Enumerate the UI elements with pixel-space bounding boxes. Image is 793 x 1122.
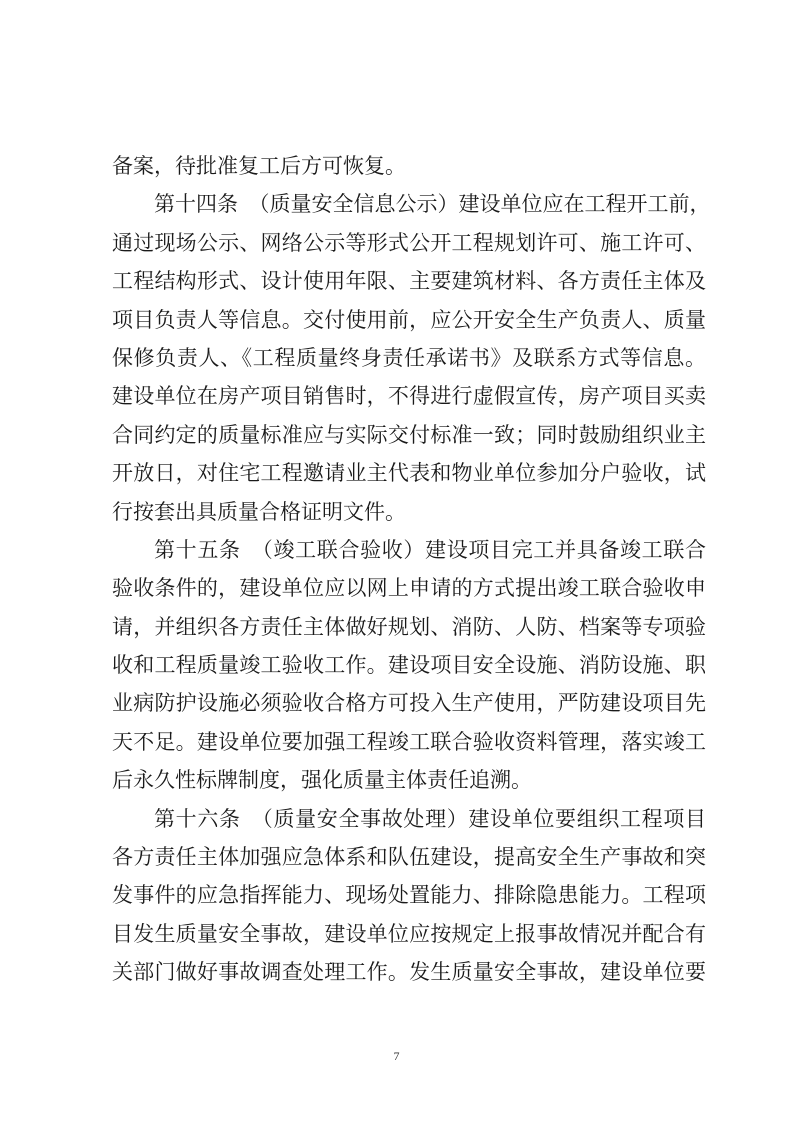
text-line: 第十五条 （竣工联合验收）建设项目完工并具备竣工联合 [154, 537, 706, 562]
text-line: 合同约定的质量标准应与实际交付标准一致；同时鼓励组织业主 [112, 422, 706, 447]
text-line: 关部门做好事故调查处理工作。发生质量安全事故，建设单位要 [112, 960, 706, 985]
text-line: 目发生质量安全事故，建设单位应按规定上报事故情况并配合有 [112, 921, 706, 946]
text-line: 行按套出具质量合格证明文件。 [112, 499, 406, 524]
text-line: 天不足。建设单位要加强工程竣工联合验收资料管理，落实竣工 [112, 729, 706, 754]
page-number: 7 [393, 1049, 400, 1063]
text-line: 收和工程质量竣工验收工作。建设项目安全设施、消防设施、职 [112, 653, 706, 678]
text-line: 后永久性标牌制度，强化质量主体责任追溯。 [112, 768, 532, 793]
text-line: 第十四条 （质量安全信息公示）建设单位应在工程开工前， [154, 192, 711, 217]
text-line: 建设单位在房产项目销售时，不得进行虚假宣传，房产项目买卖 [112, 384, 706, 409]
text-line: 各方责任主体加强应急体系和队伍建设，提高安全生产事故和突 [112, 845, 706, 870]
text-line: 第十六条 （质量安全事故处理）建设单位要组织工程项目 [154, 806, 706, 831]
text-line: 保修负责人、《工程质量终身责任承诺书》及联系方式等信息。 [112, 345, 706, 370]
text-line: 通过现场公示、网络公示等形式公开工程规划许可、施工许可、 [112, 230, 706, 255]
text-line: 备案，待批准复工后方可恢复。 [112, 154, 406, 178]
text-line: 项目负责人等信息。交付使用前，应公开安全生产负责人、质量 [112, 307, 706, 332]
text-line: 业病防护设施必须验收合格方可投入生产使用，严防建设项目先 [112, 691, 706, 716]
text-line: 工程结构形式、设计使用年限、主要建筑材料、各方责任主体及 [112, 269, 706, 294]
text-line: 请，并组织各方责任主体做好规划、消防、人防、档案等专项验 [112, 614, 706, 639]
text-line: 开放日，对住宅工程邀请业主代表和物业单位参加分户验收，试 [112, 461, 706, 486]
text-line: 验收条件的，建设单位应以网上申请的方式提出竣工联合验收申 [112, 576, 706, 601]
text-line: 发事件的应急指挥能力、现场处置能力、排除隐患能力。工程项 [112, 883, 706, 908]
body-text [112, 147, 711, 992]
